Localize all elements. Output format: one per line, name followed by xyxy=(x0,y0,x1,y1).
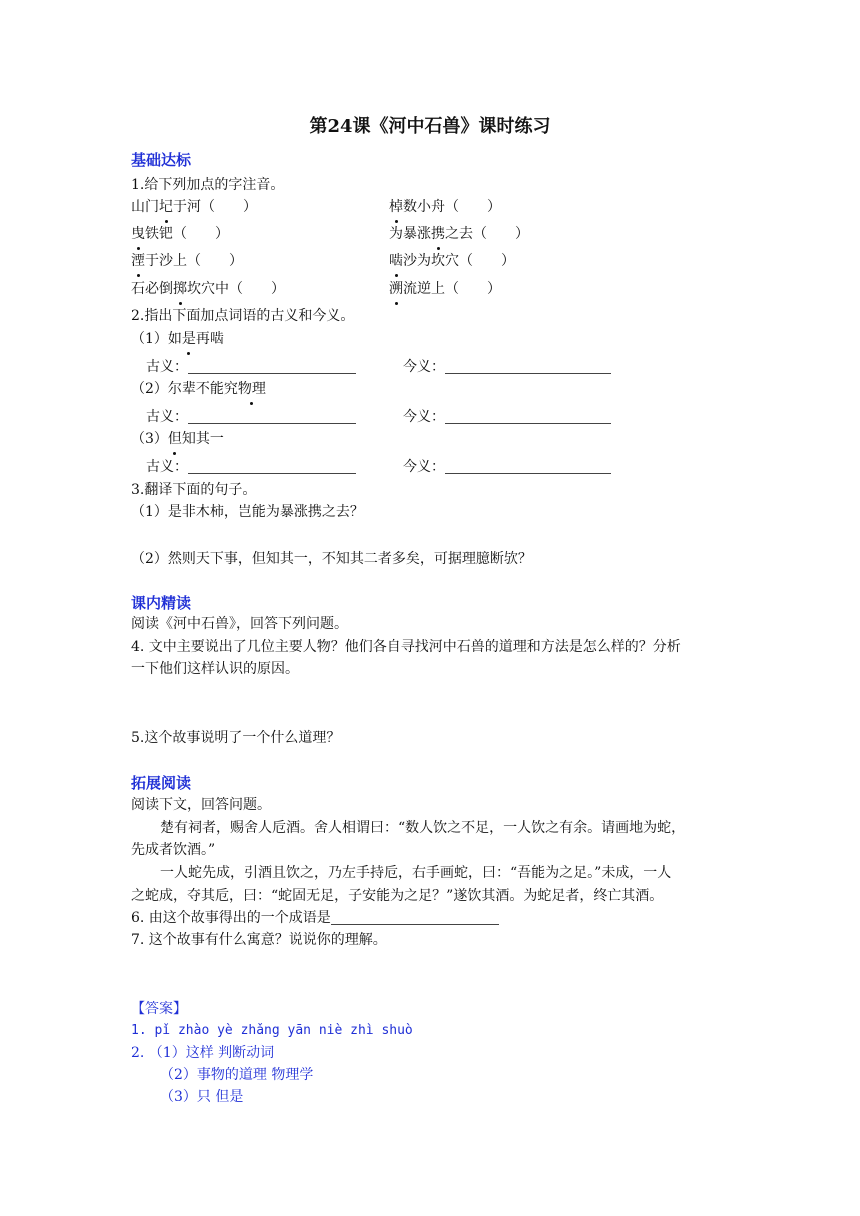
q3-sentence-2: （2）然则天下事，但知其一，不知其二者多矣，可据理臆断欤？ xyxy=(131,551,532,567)
q7: 7. 这个故事有什么寓意？说说你的理解。 xyxy=(131,932,387,948)
q2-ancient-3: 古义： xyxy=(146,457,356,477)
section-inclass-heading: 课内精读 xyxy=(131,594,192,612)
answer-2-2: （2）事物的道理 物理学 xyxy=(160,1067,314,1083)
page-title: 第24课《河中石兽》课时练习 xyxy=(309,116,551,137)
answer-blank[interactable] xyxy=(445,359,611,374)
answer-blank[interactable] xyxy=(445,459,611,474)
passage-p1-line-2: 先成者饮酒。” xyxy=(131,842,216,858)
passage-p2-line-2: 之蛇成，夺其卮，曰：“蛇固无足，子安能为之足？”遂饮其酒。为蛇足者，终亡其酒。 xyxy=(131,888,664,904)
q2-modern-2: 今义： xyxy=(403,407,611,427)
extend-intro: 阅读下文，回答问题。 xyxy=(131,797,271,813)
q1-item-2: 棹数小舟（ ） xyxy=(389,199,501,215)
q2-item-3: （3）但知其一 xyxy=(131,431,224,447)
q2-prompt: 2.指出下面加点词语的古义和今义。 xyxy=(131,308,355,324)
q4-line-2: 一下他们这样认识的原因。 xyxy=(131,661,299,677)
q1-prompt: 1.给下列加点的字注音。 xyxy=(131,177,285,193)
answer-blank[interactable] xyxy=(188,459,356,474)
q2-ancient-1: 古义： xyxy=(146,357,356,377)
answers-label: 【答案】 xyxy=(131,1001,187,1017)
q5: 5.这个故事说明了一个什么道理？ xyxy=(131,730,341,746)
q2-modern-3: 今义： xyxy=(403,457,611,477)
answer-2-3: （3）只 但是 xyxy=(160,1089,244,1105)
q1-item-1: 山门圮于河（ ） xyxy=(131,199,257,215)
answer-1: 1. pǐ zhào yè zhǎng yān niè zhì shuò xyxy=(131,1023,413,1038)
q3-prompt: 3.翻译下面的句子。 xyxy=(131,482,257,498)
inclass-intro: 阅读《河中石兽》，回答下列问题。 xyxy=(131,616,348,632)
q1-item-6: 啮沙为坎穴（ ） xyxy=(389,253,515,269)
section-basic-heading: 基础达标 xyxy=(131,151,192,169)
q2-item-2: （2）尔辈不能究物理 xyxy=(131,381,266,397)
passage-p1-line-1: 楚有祠者，赐舍人卮酒。舍人相谓曰：“数人饮之不足，一人饮之有余。请画地为蛇， xyxy=(160,820,686,836)
passage-p2-line-1: 一人蛇先成，引酒且饮之，乃左手持卮，右手画蛇，曰：“吾能为之足。”未成，一人 xyxy=(160,865,672,881)
q1-item-4: 为暴涨携之去（ ） xyxy=(389,226,529,242)
q2-ancient-2: 古义： xyxy=(146,407,356,427)
q6: 6. 由这个故事得出的一个成语是 xyxy=(131,908,499,928)
q1-item-7: 石必倒掷坎穴中（ ） xyxy=(131,281,285,297)
answer-blank[interactable] xyxy=(331,910,499,925)
q3-sentence-1: （1）是非木柿，岂能为暴涨携之去？ xyxy=(131,504,364,520)
answer-blank[interactable] xyxy=(188,409,356,424)
q1-item-5: 湮于沙上（ ） xyxy=(131,253,243,269)
answer-blank[interactable] xyxy=(188,359,356,374)
q2-item-1: （1）如是再啮 xyxy=(131,331,224,347)
q4-line-1: 4. 文中主要说出了几位主要人物？他们各自寻找河中石兽的道理和方法是怎么样的？分析 xyxy=(131,639,681,655)
section-extend-heading: 拓展阅读 xyxy=(131,774,192,792)
answer-2: 2. （1）这样 判断动词 xyxy=(131,1045,275,1061)
q1-item-3: 曳铁钯（ ） xyxy=(131,226,229,242)
answer-blank[interactable] xyxy=(445,409,611,424)
q2-modern-1: 今义： xyxy=(403,357,611,377)
q1-item-8: 溯流逆上（ ） xyxy=(389,281,501,297)
